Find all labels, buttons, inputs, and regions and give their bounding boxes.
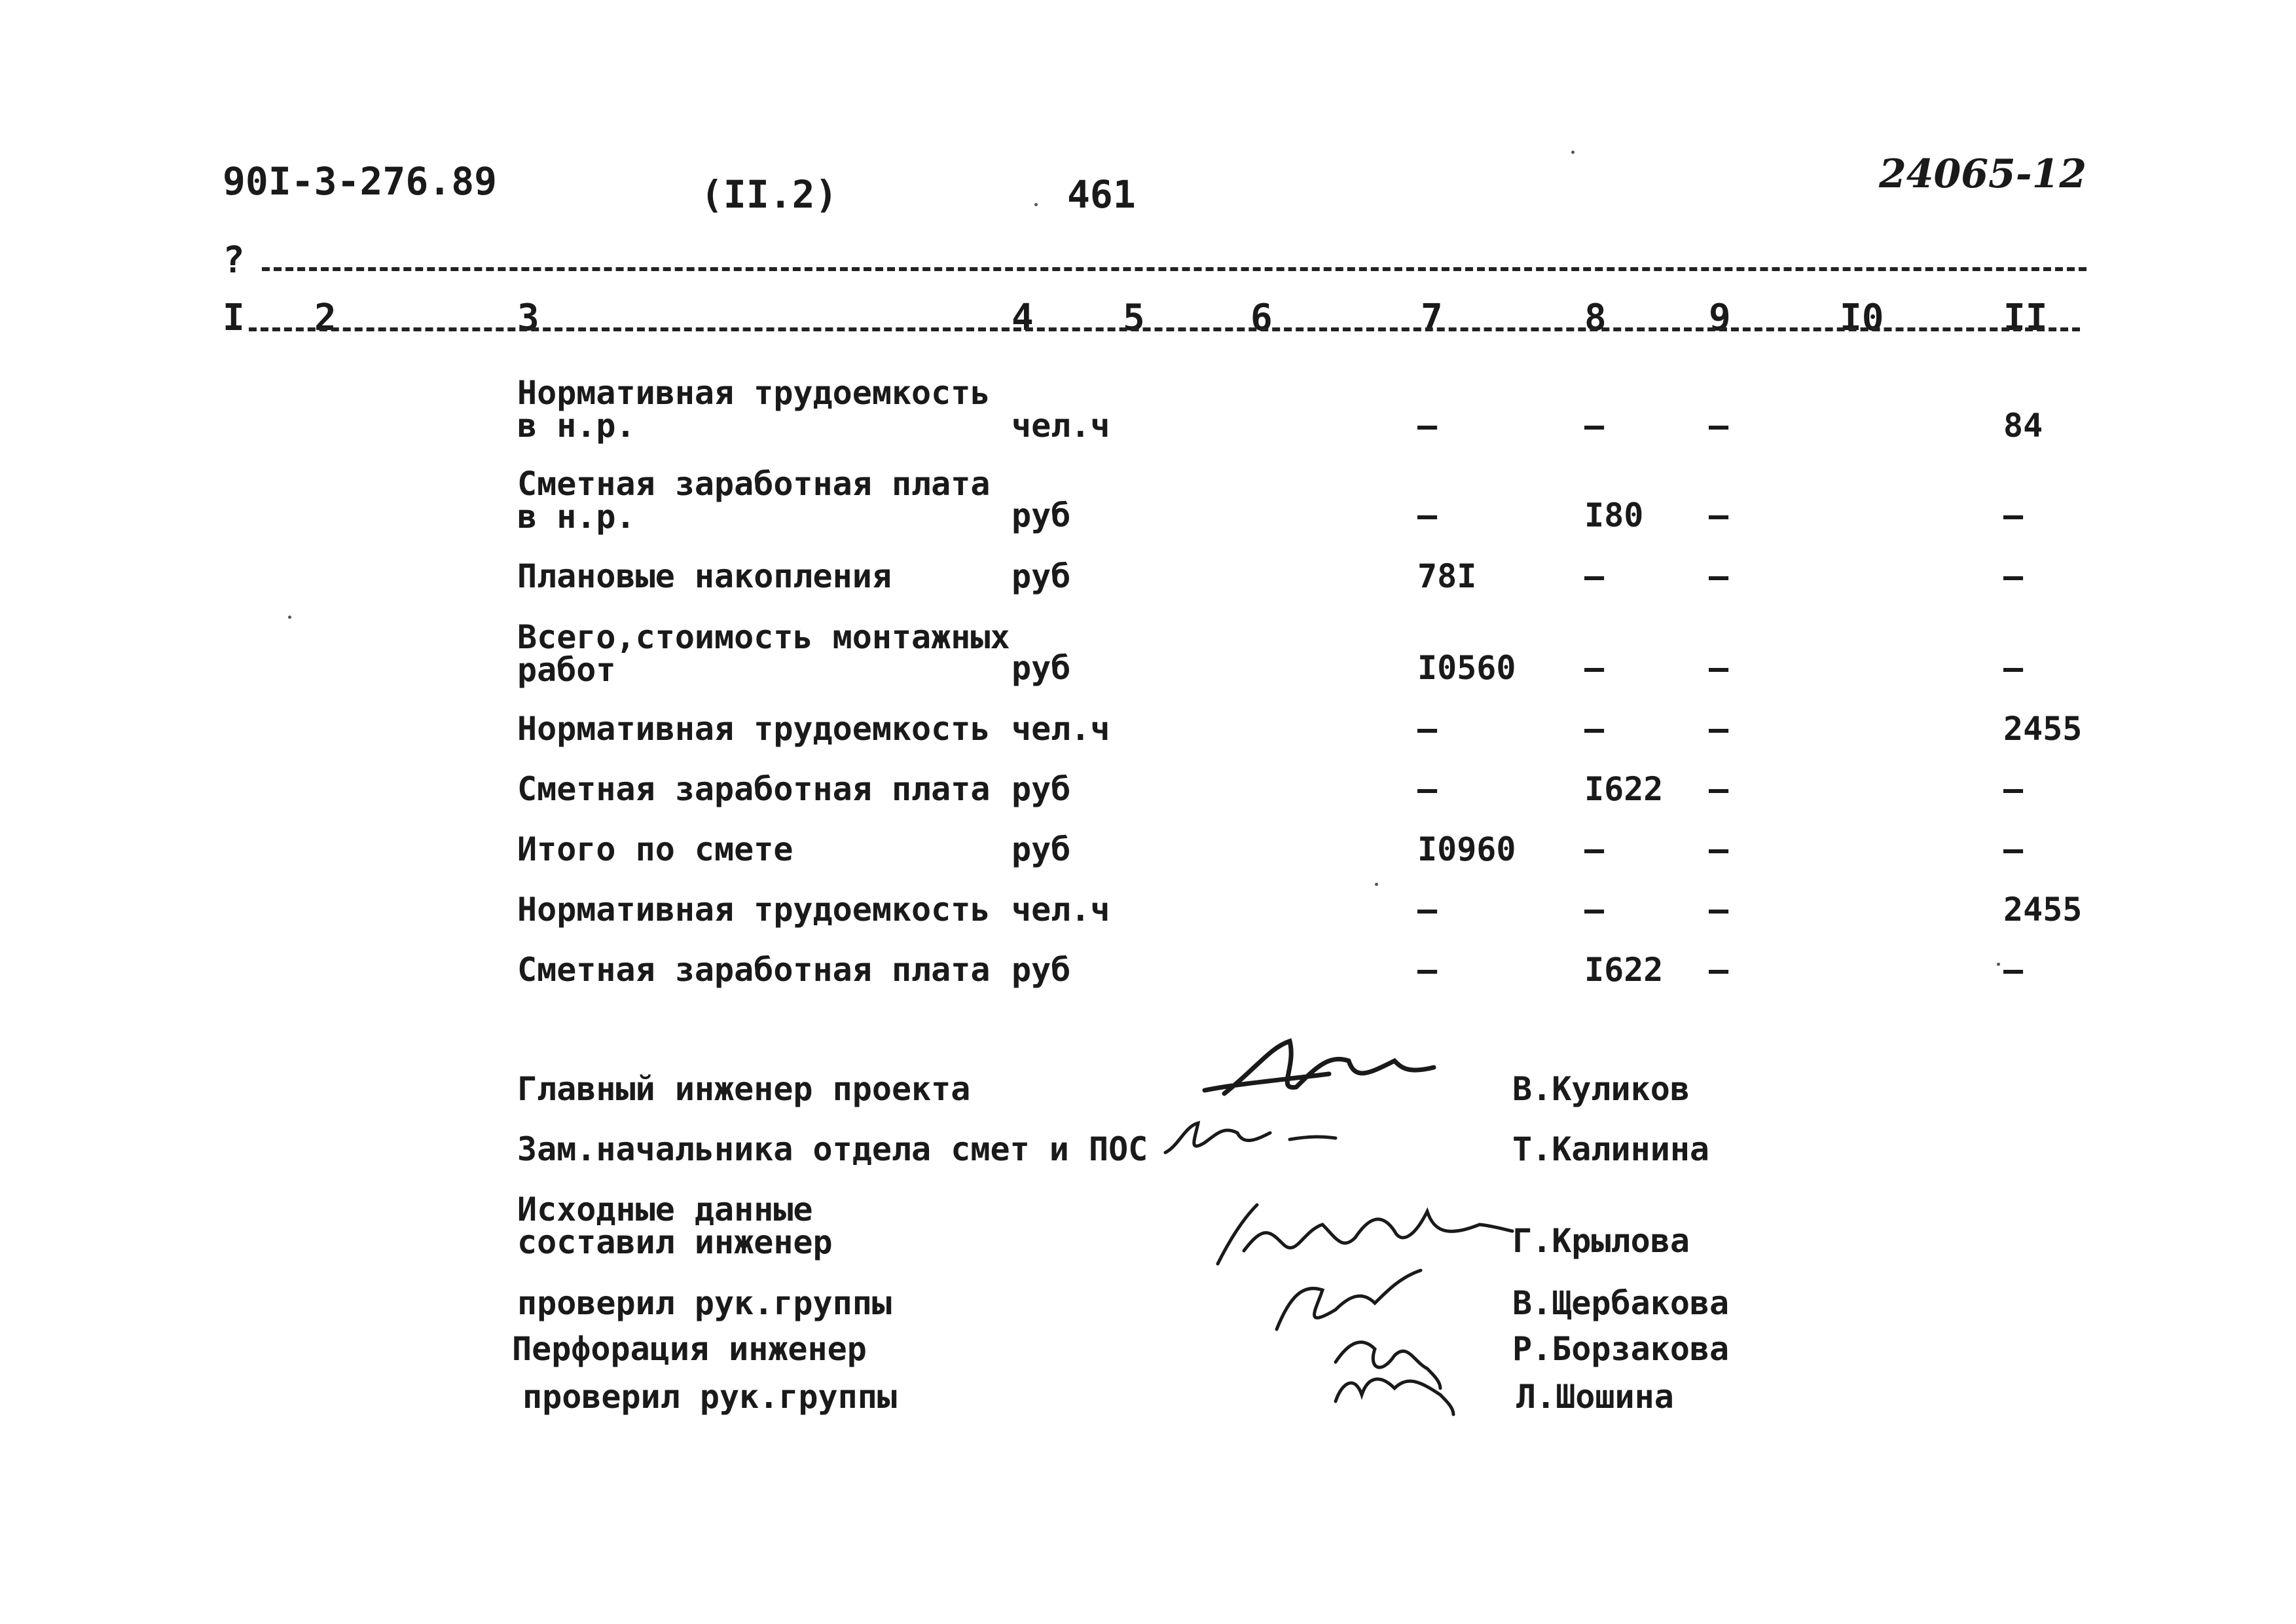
signature-role: проверил рук.группы bbox=[517, 1284, 892, 1322]
row-unit: руб bbox=[1011, 770, 1071, 808]
signature-name: Л.Шошина bbox=[1516, 1378, 1674, 1416]
row-unit: руб bbox=[1011, 830, 1071, 868]
row-col8: – bbox=[1584, 407, 1605, 445]
row-name: Сметная заработная плата bbox=[517, 951, 991, 989]
row-col9: – bbox=[1709, 407, 1729, 445]
row-col11: 2455 bbox=[2003, 891, 2083, 929]
row-col7: – bbox=[1417, 407, 1438, 445]
row-col9: – bbox=[1709, 891, 1729, 929]
row-col7: I0960 bbox=[1417, 830, 1516, 868]
row-name: Плановые накопления bbox=[517, 557, 892, 595]
row-col7: – bbox=[1417, 891, 1438, 929]
column-number: 2 bbox=[314, 297, 337, 339]
column-number: 4 bbox=[1011, 297, 1034, 339]
row-col11: – bbox=[2003, 496, 2024, 534]
page-number: 461 bbox=[1067, 172, 1136, 217]
signature-name: Г.Крылова bbox=[1512, 1222, 1690, 1260]
column-number: 9 bbox=[1709, 297, 1731, 339]
row-col9: – bbox=[1709, 770, 1729, 808]
row-col8: – bbox=[1584, 830, 1605, 868]
row-col9: – bbox=[1709, 951, 1729, 989]
row-unit: руб bbox=[1011, 557, 1071, 595]
handwritten-stamp: 24065-12 bbox=[1879, 151, 2087, 197]
row-col11: – bbox=[2003, 951, 2024, 989]
row-col7: – bbox=[1417, 710, 1438, 748]
row-col9: – bbox=[1709, 496, 1729, 534]
signature-name: Р.Борзакова bbox=[1512, 1330, 1730, 1368]
row-col8: – bbox=[1584, 557, 1605, 595]
row-col8: – bbox=[1584, 891, 1605, 929]
row-name: Сметная заработная плата bbox=[517, 770, 991, 808]
document-code: 90I-3-276.89 bbox=[223, 159, 498, 204]
row-col11: – bbox=[2003, 649, 2024, 687]
signature-name: Т.Калинина bbox=[1512, 1130, 1710, 1168]
row-unit: чел.ч bbox=[1011, 710, 1110, 748]
column-number: 5 bbox=[1123, 297, 1145, 339]
row-col11: – bbox=[2003, 830, 2024, 868]
row-col9: – bbox=[1709, 557, 1729, 595]
row-col8: I622 bbox=[1584, 770, 1664, 808]
signature-name: В.Куликов bbox=[1512, 1070, 1690, 1108]
scan-speck bbox=[1571, 151, 1575, 154]
row-col9: – bbox=[1709, 649, 1729, 687]
row-name: Сметная заработная плата в н.р. bbox=[517, 465, 991, 536]
row-name: Всего,стоимость монтажных работ bbox=[517, 618, 1010, 689]
row-col7: – bbox=[1417, 951, 1438, 989]
row-col11: – bbox=[2003, 770, 2024, 808]
row-col7: – bbox=[1417, 496, 1438, 534]
column-number: 7 bbox=[1421, 297, 1443, 339]
column-number: II bbox=[2003, 297, 2048, 339]
row-col11: 84 bbox=[2003, 407, 2043, 445]
signature-name: В.Щербакова bbox=[1512, 1284, 1730, 1322]
row-name: Нормативная трудоемкость bbox=[517, 891, 991, 929]
row-name: Нормативная трудоемкость в н.р. bbox=[517, 374, 991, 445]
row-unit: руб bbox=[1011, 649, 1071, 687]
row-col8: – bbox=[1584, 649, 1605, 687]
column-number-dashed-rule bbox=[249, 327, 2080, 331]
signature-role: Перфорация инженер bbox=[512, 1330, 867, 1368]
row-col8: I622 bbox=[1584, 951, 1664, 989]
row-unit: руб bbox=[1011, 951, 1071, 989]
signature-role: Главный инженер проекта bbox=[517, 1070, 971, 1108]
row-col7: – bbox=[1417, 770, 1438, 808]
scan-speck bbox=[1034, 203, 1038, 206]
row-col9: – bbox=[1709, 710, 1729, 748]
row-unit: чел.ч bbox=[1011, 891, 1110, 929]
row-col9: – bbox=[1709, 830, 1729, 868]
signature-role: проверил рук.группы bbox=[522, 1378, 897, 1416]
section-number: (II.2) bbox=[701, 172, 838, 217]
column-number: 3 bbox=[517, 297, 539, 339]
row-col8: – bbox=[1584, 710, 1605, 748]
scan-speck bbox=[288, 616, 291, 619]
column-number: 6 bbox=[1250, 297, 1273, 339]
row-name: Нормативная трудоемкость bbox=[517, 710, 991, 748]
column-number: I0 bbox=[1840, 297, 1884, 339]
scan-speck bbox=[1997, 963, 2000, 966]
scan-speck bbox=[1375, 883, 1378, 886]
signature-role: Исходные данные составил инженер bbox=[517, 1190, 833, 1261]
row-unit: руб bbox=[1011, 496, 1071, 534]
row-col8: I80 bbox=[1584, 496, 1644, 534]
signature-scribble bbox=[1205, 1179, 1519, 1414]
signature-role: Зам.начальника отдела смет и ПОС bbox=[517, 1130, 1148, 1168]
column-number: I bbox=[223, 297, 245, 339]
row-col11: 2455 bbox=[2003, 710, 2083, 748]
signature-scribble bbox=[1198, 1028, 1447, 1113]
signature-scribble bbox=[1159, 1113, 1342, 1166]
row-col11: – bbox=[2003, 557, 2024, 595]
row-col7: 78I bbox=[1417, 557, 1477, 595]
row-unit: чел.ч bbox=[1011, 407, 1110, 445]
column-number: 8 bbox=[1584, 297, 1607, 339]
row-name: Итого по смете bbox=[517, 830, 793, 868]
sheet-mark: ? bbox=[223, 239, 245, 282]
top-dashed-rule bbox=[262, 267, 2086, 271]
row-col7: I0560 bbox=[1417, 649, 1516, 687]
